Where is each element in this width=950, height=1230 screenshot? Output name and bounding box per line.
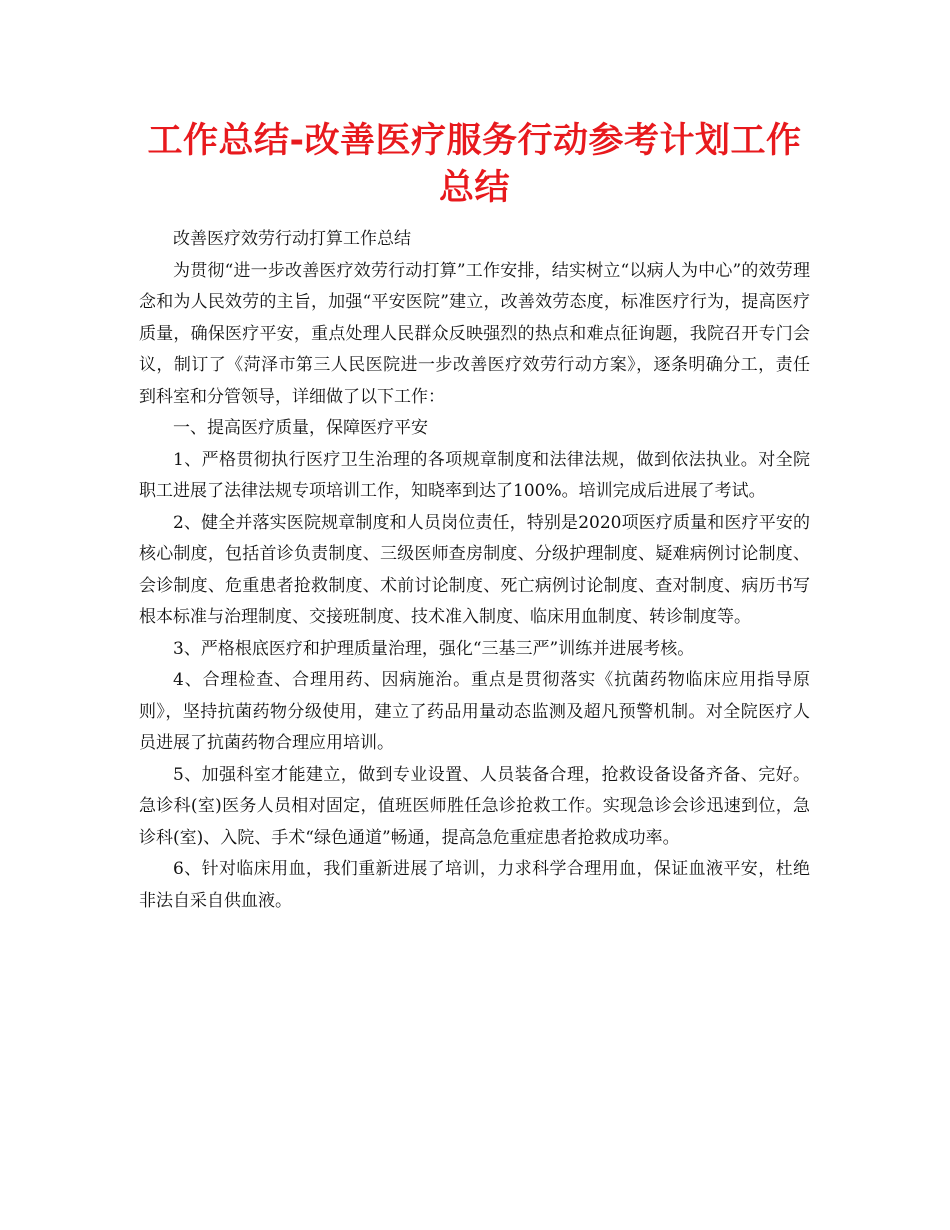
item-4-paragraph: 4、合理检查、合理用药、因病施治。重点是贯彻落实《抗菌药物临床应用指导原则》，坚持抗菌药物分级使用，建立了药品用量动态监测及超凡预警机制。对全院医疗人员进展了抗菌药物合理应用培训。 [139, 670, 810, 753]
document-title: 工作总结-改善医疗服务行动参考计划工作总结 [147, 121, 802, 208]
item-6-paragraph: 6、针对临床用血，我们重新进展了培训，力求科学合理用血，保证血液平安，杜绝非法自采自供血液。 [139, 859, 810, 911]
section-heading: 一、提高医疗质量，保障医疗平安 [173, 418, 428, 438]
item-1-paragraph: 1、严格贯彻执行医疗卫生治理的各项规章制度和法律法规，做到依法执业。对全院职工进展了法律法规专项培训工作，知晓率到达了100%。培训完成后进展了考试。 [139, 449, 810, 501]
item-5-paragraph: 5、加强科室才能建立，做到专业设置、人员装备合理，抢救设备设备齐备、完好。急诊科(室)医务人员相对固定，值班医师胜任急诊抢救工作。实现急诊会诊迅速到位，急诊科(室)、入院、手术“绿色通道”畅通，提高急危重症患者抢救成功率。 [139, 764, 810, 848]
subtitle-paragraph: 改善医疗效劳行动打算工作总结 [173, 229, 411, 249]
document-body [139, 224, 810, 917]
intro-paragraph: 为贯彻“进一步改善医疗效劳行动打算”工作安排，结实树立“以病人为中心”的效劳理念和为人民效劳的主旨，加强“平安医院”建立，改善效劳态度，标准医疗行为，提高医疗质量，确保医疗平安，重点处理人民群众反映强烈的热点和难点征询题，我院召开专门会议，制订了《菏泽市第三人民医院进一步改善医疗效劳行动方案》，逐条明确分工，责任到科室和分管领导，详细做了以下工作： [139, 260, 810, 407]
item-3-paragraph: 3、严格根底医疗和护理质量治理，强化“三基三严”训练并进展考核。 [173, 638, 695, 659]
item-2-paragraph: 2、健全并落实医院规章制度和人员岗位责任，特别是2020项医疗质量和医疗平安的核心制度，包括首诊负责制度、三级医师查房制度、分级护理制度、疑难病例讨论制度、会诊制度、危重患者抢救制度、术前讨论制度、死亡病例讨论制度、查对制度、病历书写根本标准与治理制度、交接班制度、技术准入制度、临床用血制度、转诊制度等。 [139, 512, 810, 627]
